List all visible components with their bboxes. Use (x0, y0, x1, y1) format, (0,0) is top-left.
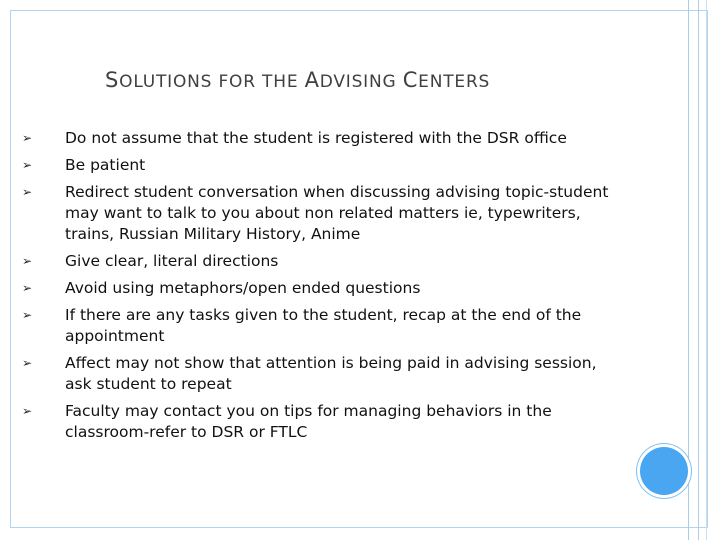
bullet-item (22, 401, 622, 443)
bullet-text: Redirect student conversation when discussing advising topic-student may want to talk to you about non related matters ie, typewriters, trains, Russian Military History, Anime (65, 183, 609, 243)
bullet-item (22, 155, 622, 176)
bullet-item (22, 182, 622, 245)
title-initial: C (402, 68, 419, 92)
arrow-bullet-icon: ➢ (22, 281, 33, 295)
bullet-item (22, 353, 622, 395)
title-initial: S (105, 68, 120, 92)
bullet-text: Affect may not show that attention is being paid in advising session, ask student to repeat (65, 354, 597, 393)
arrow-bullet-icon: ➢ (22, 185, 33, 199)
bullet-item (22, 305, 622, 347)
bullet-text: If there are any tasks given to the student, recap at the end of the appointment (65, 306, 582, 345)
bullet-text: Give clear, literal directions (65, 252, 279, 270)
title-text: DVISING (319, 72, 403, 92)
bullet-item (22, 278, 622, 299)
title-initial: A (304, 68, 320, 92)
arrow-bullet-icon: ➢ (22, 404, 33, 418)
decorative-rule (706, 0, 707, 540)
arrow-bullet-icon: ➢ (22, 308, 33, 322)
bullet-text: Do not assume that the student is registered with the DSR office (65, 129, 567, 147)
title-text: OLUTIONS FOR THE (119, 72, 305, 92)
slide-title (105, 68, 490, 92)
decorative-circle (640, 447, 688, 495)
decorative-rule (688, 0, 689, 540)
bullet-item (22, 128, 622, 149)
bullet-text: Avoid using metaphors/open ended questions (65, 279, 421, 297)
bullet-text: Be patient (65, 156, 146, 174)
arrow-bullet-icon: ➢ (22, 131, 33, 145)
title-text: ENTERS (418, 72, 491, 92)
bullet-list (22, 128, 622, 449)
decorative-rule (698, 0, 699, 540)
arrow-bullet-icon: ➢ (22, 254, 33, 268)
bullet-text: Faculty may contact you on tips for managing behaviors in the classroom-refer to DSR or FTLC (65, 402, 552, 441)
arrow-bullet-icon: ➢ (22, 158, 33, 172)
arrow-bullet-icon: ➢ (22, 356, 33, 370)
bullet-item (22, 251, 622, 272)
